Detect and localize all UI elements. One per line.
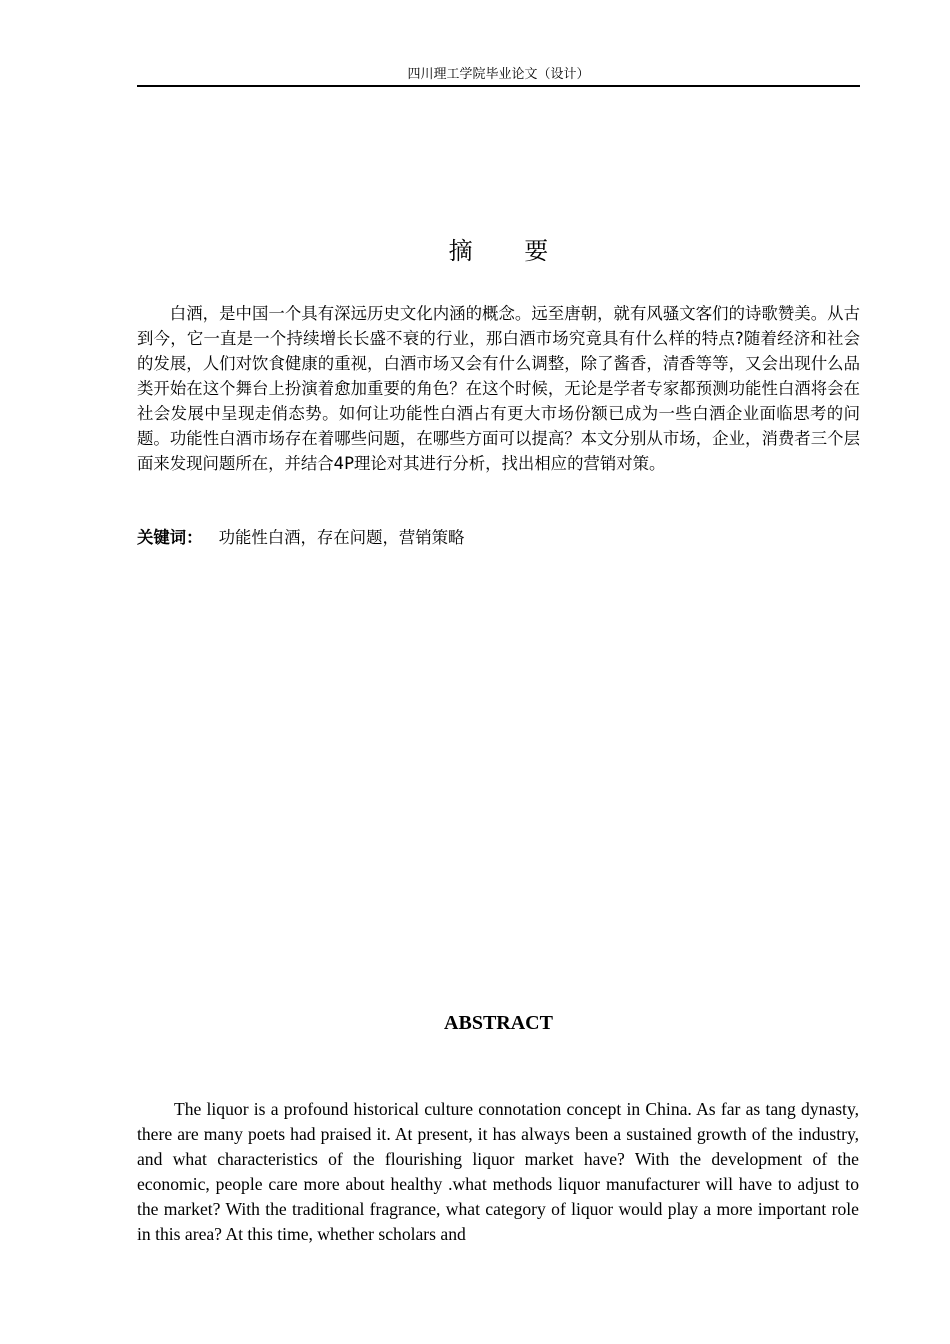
chinese-abstract-title: 摘 要 bbox=[448, 237, 571, 265]
chinese-abstract-body: 白酒，是中国一个具有深远历史文化内涵的概念。远至唐朝，就有风骚文客们的诗歌赞美。从古到今，它一直是一个持续增长长盛不衰的行业，那白酒市场究竟具有什么样的特点?随着经济和社会的发展，人们对饮食健康的重视，白酒市场又会有什么调整，除了酱香，清香等等，又会出现什么品类开始在这个舞台上扮演着愈加重要的角色？在这个时候，无论是学者专家都预测功能性白酒将会在社会发展中呈现走俏态势。如何让功能性白酒占有更大市场份额已成为一些白酒企业面临思考的问题。功能性白酒市场存在着哪些问题，在哪些方面可以提高？本文分别从市场，企业，消费者三个层面来发现问题所在，并结合4P理论对其进行分析，找出相应的营销对策。 bbox=[137, 304, 860, 473]
english-abstract-body: The liquor is a profound historical culture connotation concept in China. As far as tang dynasty, there are many poets had praised it. At present, it has always been a sustained growth of the industry, and what characteristics of the flourishing liquor market have? With the development of the economic, people care more about healthy .what methods liquor manufacturer will have to adjust to the market? With the traditional fragrance, what category of liquor would play a more important role in this area? At this time, whether scholars and bbox=[137, 1099, 859, 1244]
keywords-line bbox=[137, 525, 860, 550]
keywords-label: 关键词： bbox=[137, 528, 203, 547]
english-abstract-title: ABSTRACT bbox=[444, 1012, 553, 1034]
running-header: 四川理工学院毕业论文（设计） bbox=[407, 67, 590, 82]
header-rule bbox=[137, 85, 860, 87]
keywords-text: 功能性白酒，存在问题，营销策略 bbox=[218, 528, 465, 547]
